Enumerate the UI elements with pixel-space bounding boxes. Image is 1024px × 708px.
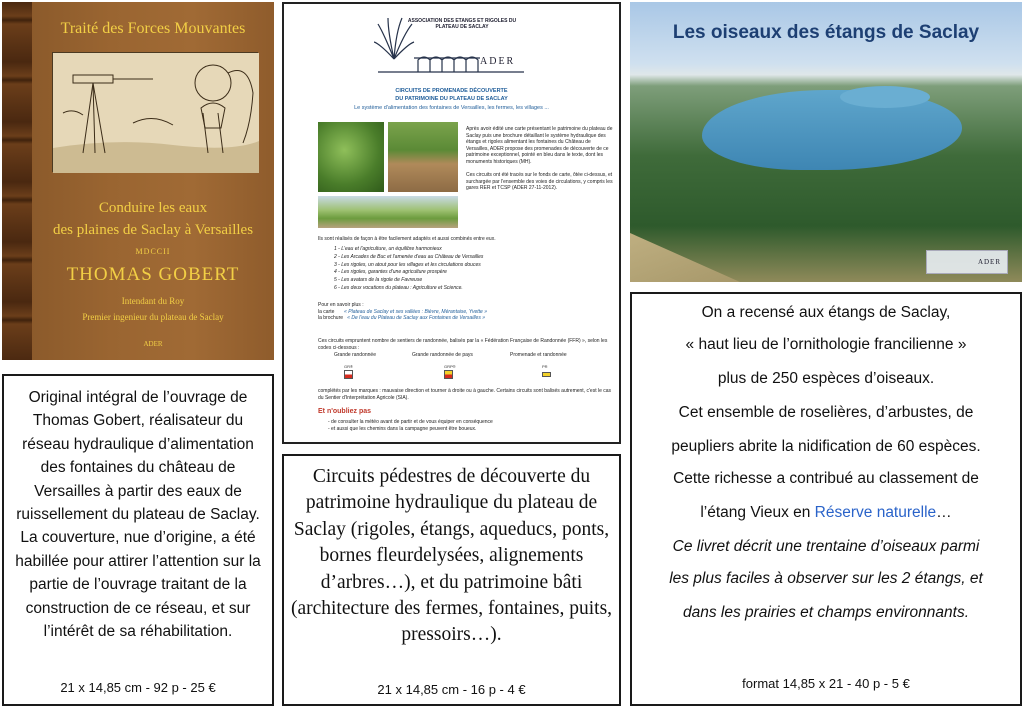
- description-box-gobert: [2, 374, 274, 706]
- oiseaux-line-7-post: …: [936, 504, 952, 521]
- brochure-circuits: [282, 2, 621, 444]
- brochure-complement-note: complétés par les marques : mauvaise direction et tourner à droite ou à gauche. Certains circuits sont balisés autrement, c'est le cas du Sentier d'Interprétation Agricole (SIA).: [318, 388, 612, 401]
- mark-label-gr: GR®: [344, 364, 353, 369]
- list-item: - de consulter la météo avant de partir et de vous équiper en conséquence: [328, 419, 493, 425]
- cover-role-1: Intendant du Roy: [121, 296, 185, 306]
- oiseaux-line-3: plus de 250 espèces d’oiseaux.: [717, 370, 935, 387]
- brochure-title-1: CIRCUITS DE PROMENADE DÉCOUVERTE: [395, 88, 508, 94]
- brochure-association-name: ASSOCIATION DES ETANGS ET RIGOLES DU PLATEAU DE SACLAY: [407, 18, 517, 30]
- list-item: 6 - Les deux vocations du plateau : Agriculture et Science.: [334, 284, 463, 291]
- lake-shape-secondary: [840, 86, 930, 108]
- oiseaux-line-6: Cette richesse a contribué au classement de: [673, 470, 979, 487]
- price-circuits: 21 x 14,85 cm - 16 p - 4 €: [377, 682, 526, 697]
- brochure-photo-aqueduct: [388, 122, 458, 192]
- brochure-photo-boundary-stone: [318, 122, 384, 192]
- more-map-link[interactable]: « Plateau de Saclay et ses vallées : Bièvre, Mérantaise, Yvette »: [344, 308, 487, 315]
- aerial-ader-logo: [926, 250, 1008, 274]
- list-item: 4 - Les rigoles, garantes d'une agriculture prospère: [334, 269, 447, 276]
- grade-label-grp: Grande randonnée de pays: [412, 352, 473, 358]
- oiseaux-line-7-pre: l’étang Vieux en: [700, 504, 815, 521]
- cover-line-2: des plaines de Saclay à Versailles: [52, 222, 254, 238]
- grade-label-pr: Promenade et randonnée: [510, 352, 567, 358]
- field-shape: [630, 212, 740, 282]
- pr-mark-icon: [542, 372, 551, 377]
- list-item: 2 - Les Arcades de Buc et l'amenée d'eau au Château de Versailles: [334, 253, 484, 260]
- cover-role-2: Premier ingenieur du plateau de Saclay: [82, 312, 224, 322]
- list-item: 3 - Les rigoles, un atout pour les villages et les circulations douces: [334, 261, 481, 268]
- oiseaux-line-2: « haut lieu de l’ornithologie francilienne »: [685, 336, 967, 353]
- list-item: 5 - Les avatars de la rigole de Favreuse: [334, 277, 423, 284]
- grp-mark-icon: [444, 370, 453, 379]
- brochure-subtitle: Le système d'alimentation des fontaines de Versailles, les fermes, les villages ...: [354, 105, 549, 111]
- oiseaux-line-5: peupliers abrite la nidification de 60 espèces.: [671, 438, 981, 455]
- oiseaux-line-9: les plus faciles à observer sur les 2 étangs, et: [669, 570, 983, 587]
- brochure-paragraph-2: Ces circuits ont été tracés sur le fonds de carte, ôtée ci-dessus, et surchargée par l'ensemble des voies de circulations, y compris les gares RER et TCSP (ADER 27-11-2012).: [466, 172, 613, 191]
- reserve-naturelle-link[interactable]: Réserve naturelle: [814, 504, 937, 521]
- aerial-title: Les oiseaux des étangs de Saclay: [672, 22, 980, 43]
- brochure-reminder-title: Et n'oubliez pas: [318, 408, 372, 415]
- brochure-title-2: DU PATRIMOINE DU PLATEAU DE SACLAY: [395, 96, 508, 102]
- brochure-photo-walkers: [318, 196, 458, 228]
- engraving-drawing: [53, 53, 259, 173]
- list-item: - et aussi que les chemins dans la campagne peuvent être boueux.: [328, 426, 477, 432]
- brochure-more-info: [318, 302, 614, 322]
- brochure-paragraph-3: Ils sont réalisés de façon à être facilement adaptés et aussi combinés entre eux.: [318, 236, 496, 242]
- brochure-tips: [328, 419, 614, 433]
- mark-label-pr: PR: [542, 364, 548, 369]
- price-gobert: 21 x 14,85 cm - 92 p - 25 €: [60, 680, 216, 695]
- more-brochure-label: la brochure: [318, 315, 344, 321]
- brochure-trail-marks: [344, 364, 604, 382]
- gr-mark-icon: [344, 370, 353, 379]
- cover-engraving: [52, 52, 258, 172]
- more-brochure-link[interactable]: « De l'eau du Plateau de Saclay aux Fontaines de Versailles »: [347, 315, 485, 321]
- oiseaux-line-4: Cet ensemble de roselières, d’arbustes, de: [678, 404, 974, 421]
- description-circuits-text: Circuits pédestres de découverte du patrimoine hydraulique du plateau de Saclay (rigoles, étangs, aqueducs, ponts, bornes fleurdelysées, alignements d’arbres…), et du patrimoine bâti (architecture des fermes, fontaines, puits, pressoirs…).: [290, 466, 613, 646]
- cover-line-1: Conduire les eaux: [98, 200, 208, 216]
- list-item: 1 - L'eau et l'agriculture, un équilibre harmonieux: [334, 246, 442, 252]
- cover-year: MDCCII: [135, 247, 171, 256]
- oiseaux-line-10: dans les prairies et champs environnants.: [682, 604, 970, 621]
- price-oiseaux: format 14,85 x 21 - 40 p - 5 €: [742, 676, 910, 691]
- cover-publisher: ADER: [143, 340, 163, 348]
- brochure-circuits-note: Ces circuits empruntent nombre de sentiers de randonnée, balisés par la « Fédération Française de Randonnée (FFR) », selon les codes ci-dessous :: [318, 338, 608, 351]
- book-spine: [2, 2, 32, 360]
- more-map-label: la carte: [318, 308, 335, 315]
- oiseaux-line-7: [632, 504, 1020, 522]
- grade-label-gr: Grande randonnée: [334, 352, 376, 358]
- oiseaux-line-8: Ce livret décrit une trentaine d’oiseaux parmi: [672, 538, 980, 555]
- more-intro: Pour en savoir plus :: [318, 302, 364, 308]
- cover-author: THOMAS GOBERT: [66, 264, 240, 285]
- brochure-circuit-list: [334, 246, 614, 293]
- aerial-photo-etangs: [630, 2, 1022, 282]
- description-box-oiseaux: [630, 292, 1022, 706]
- description-box-circuits: [282, 454, 621, 706]
- brochure-paragraph-1: Après avoir édité une carte présentant le patrimoine du plateau de Saclay puis une brochure détaillant le système hydraulique des étangs et rigoles alimentant les fontaines du Château de Versailles, ADER propose des promenades de découverte de ce patrimoine exceptionnel, pointé en bleu dans le texte, dont les monuments historiques (MH).: [466, 126, 613, 165]
- aerial-logo-text: ADER: [977, 258, 1001, 266]
- mark-label-grp: GRP®: [444, 364, 456, 369]
- book-cover-gobert: [2, 2, 274, 360]
- description-gobert-text: Original intégral de l’ouvrage de Thomas Gobert, réalisateur du réseau hydraulique d’alimentation des fontaines du château de Versailles à partir des eaux de ruissellement du plateau de Saclay. La couverture, nue d’origine, a été habillée pour attirer l’attention sur la partie de l’ouvrage traitant de la construction de ce réseau, et sur l’intérêt de sa réhabilitation.: [15, 389, 261, 641]
- cover-title: Traité des Forces Mouvantes: [60, 20, 246, 37]
- oiseaux-line-1: On a recensé aux étangs de Saclay,: [701, 304, 951, 321]
- brochure-ader: ADER: [480, 56, 516, 67]
